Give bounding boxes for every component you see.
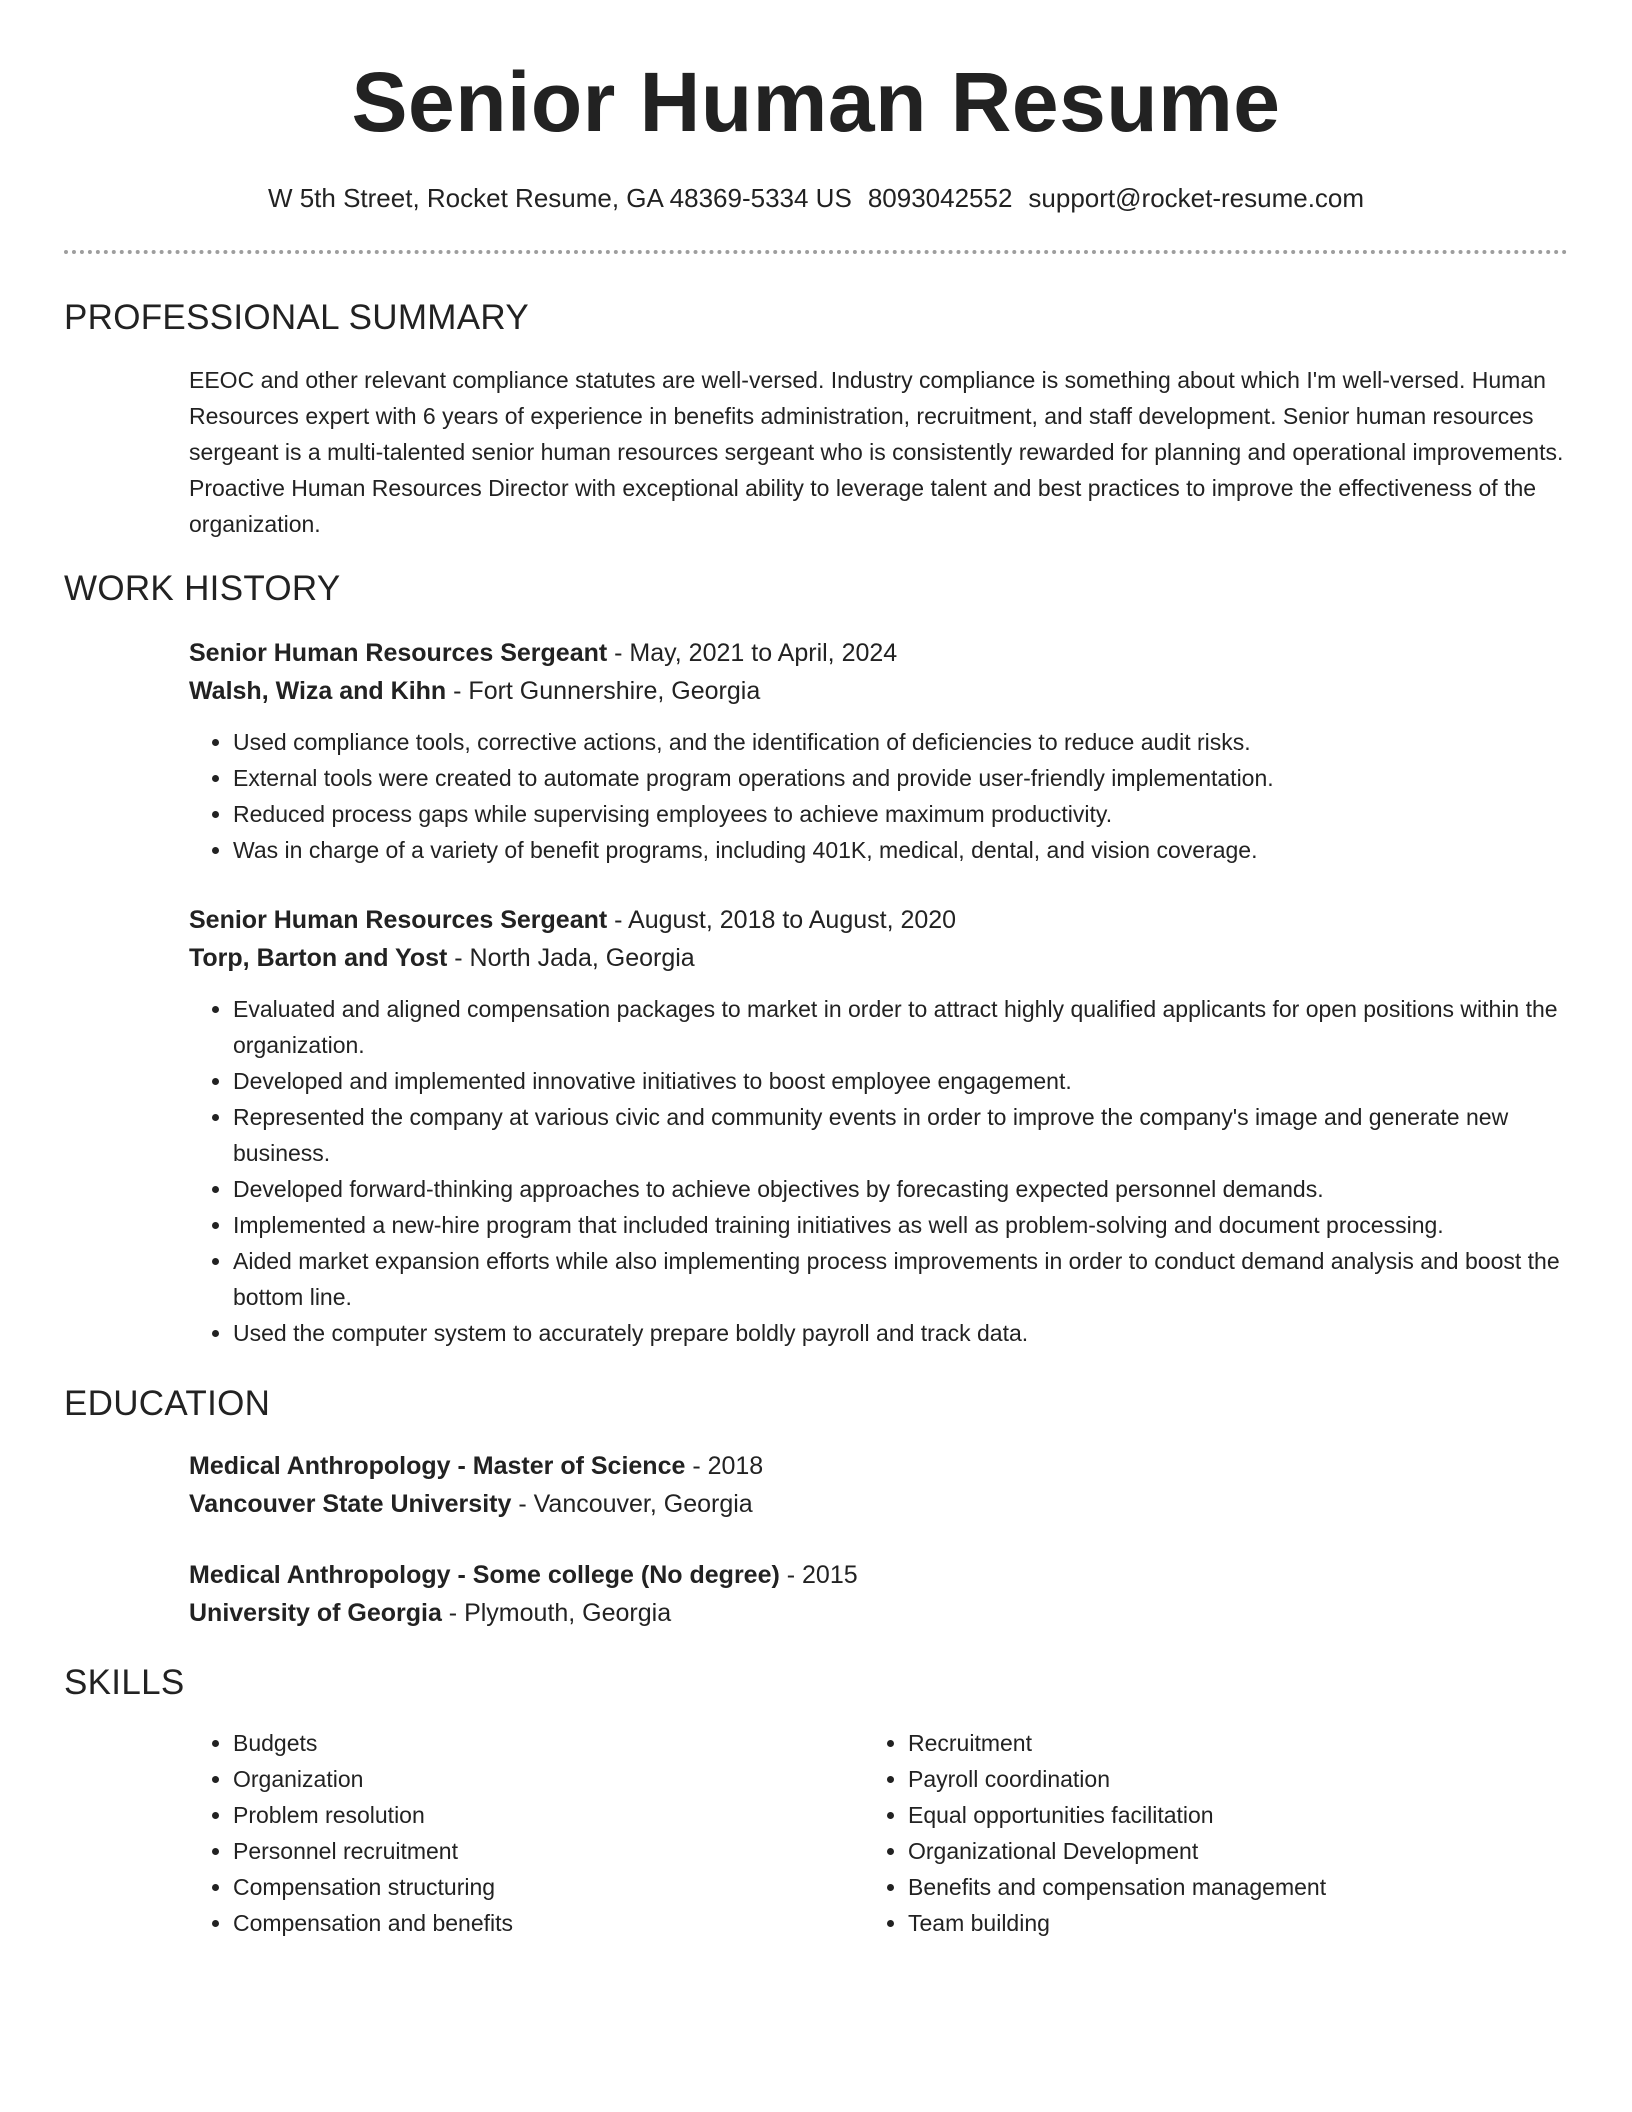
education-year: - 2015 [779,1561,858,1589]
job-company: Walsh, Wiza and Kihn [189,677,447,705]
job-dates: - May, 2021 to April, 2024 [607,639,898,667]
email: support@rocket-resume.com [1028,183,1365,213]
skills-list [864,1725,1484,1941]
education-school-line [189,1594,1569,1632]
job-location: - Fort Gunnershire, Georgia [446,677,761,705]
job-company-line [189,672,1569,710]
education-school: University of Georgia [189,1599,442,1627]
summary-text: EEOC and other relevant compliance statutes are well-versed. Industry compliance is something about which I'm well-versed. Human Resources expert with 6 years of experience in benefits administration, recruitment, and staff development. Senior human resources sergeant is a multi-talented senior human resources sergeant who is consistently rewarded for planning and operational improvements. Proactive Human Resources Director with exceptional ability to leverage talent and best practices to improve the effectiveness of the organization. [189,367,1564,537]
education-degree: Medical Anthropology - Master of Science [189,1452,686,1480]
education-location: - Plymouth, Georgia [441,1599,672,1627]
skill-item: • Personnel recruitment [233,1833,809,1869]
job-bullet: • Developed forward-thinking approaches to achieve objectives by forecasting expected personnel demands. [233,1171,1569,1207]
education-location: - Vancouver, Georgia [511,1490,753,1518]
skills-list [189,1725,809,1941]
skill-item: • Payroll coordination [908,1761,1484,1797]
job-bullets [189,991,1569,1351]
job-bullets [189,724,1569,868]
education-year: - 2018 [685,1452,764,1480]
job-entry [189,634,1569,868]
job-bullet: • Was in charge of a variety of benefit programs, including 401K, medical, dental, and vision coverage. [233,832,1569,868]
education-entry [189,1447,1569,1523]
education-degree-line [189,1447,1569,1485]
job-bullet: • Used the computer system to accurately prepare boldly payroll and track data. [233,1315,1569,1351]
job-bullet: • Developed and implemented innovative initiatives to boost employee engagement. [233,1063,1569,1099]
skill-item: • Compensation and benefits [233,1905,809,1941]
skill-item: • Recruitment [908,1725,1484,1761]
job-bullet: • Aided market expansion efforts while also implementing process improvements in order to conduct demand analysis and boost the bottom line. [233,1243,1569,1315]
job-bullet: • Evaluated and aligned compensation packages to market in order to attract highly qualified applicants for open positions within the organization. [233,991,1569,1063]
section-title-summary: PROFESSIONAL SUMMARY [64,298,529,337]
skill-item: • Equal opportunities facilitation [908,1797,1484,1833]
job-company: Torp, Barton and Yost [189,944,448,972]
section-title-work: WORK HISTORY [64,569,341,608]
education-entry [189,1556,1569,1632]
job-bullet: • Implemented a new-hire program that included training initiatives as well as problem-solving and document processing. [233,1207,1569,1243]
section-title-education: EDUCATION [64,1384,271,1423]
education-degree: Medical Anthropology - Some college (No degree) [189,1561,780,1589]
skill-item: • Budgets [233,1725,809,1761]
education-school: Vancouver State University [189,1490,512,1518]
skill-item: • Benefits and compensation management [908,1869,1484,1905]
skill-item: • Problem resolution [233,1797,809,1833]
job-bullet: • Represented the company at various civic and community events in order to improve the company's image and generate new business. [233,1099,1569,1171]
education-school-line [189,1485,1569,1523]
skill-item: • Team building [908,1905,1484,1941]
section-title-skills: SKILLS [64,1663,185,1702]
skill-item: • Compensation structuring [233,1869,809,1905]
job-role: Senior Human Resources Sergeant [189,639,608,667]
skill-item: • Organization [233,1761,809,1797]
address: W 5th Street, Rocket Resume, GA 48369-5334 US [267,183,852,213]
job-title-line [189,634,1569,672]
header-divider [64,250,1568,254]
job-bullet: • Used compliance tools, corrective actions, and the identification of deficiencies to reduce audit risks. [233,724,1569,760]
phone: 8093042552 [867,183,1013,213]
education-degree-line [189,1556,1569,1594]
job-role: Senior Human Resources Sergeant [189,906,608,934]
job-location: - North Jada, Georgia [447,944,695,972]
contact-line [0,180,1632,216]
job-title-line [189,901,1569,939]
resume-name: Senior Human Resume [351,55,1281,149]
skills-column-left [189,1725,809,1941]
job-bullet: • Reduced process gaps while supervising employees to achieve maximum productivity. [233,796,1569,832]
skills-column-right [864,1725,1484,1941]
job-dates: - August, 2018 to August, 2020 [607,906,957,934]
job-entry [189,901,1569,1351]
skill-item: • Organizational Development [908,1833,1484,1869]
job-bullet: • External tools were created to automate program operations and provide user-friendly implementation. [233,760,1569,796]
job-company-line [189,939,1569,977]
